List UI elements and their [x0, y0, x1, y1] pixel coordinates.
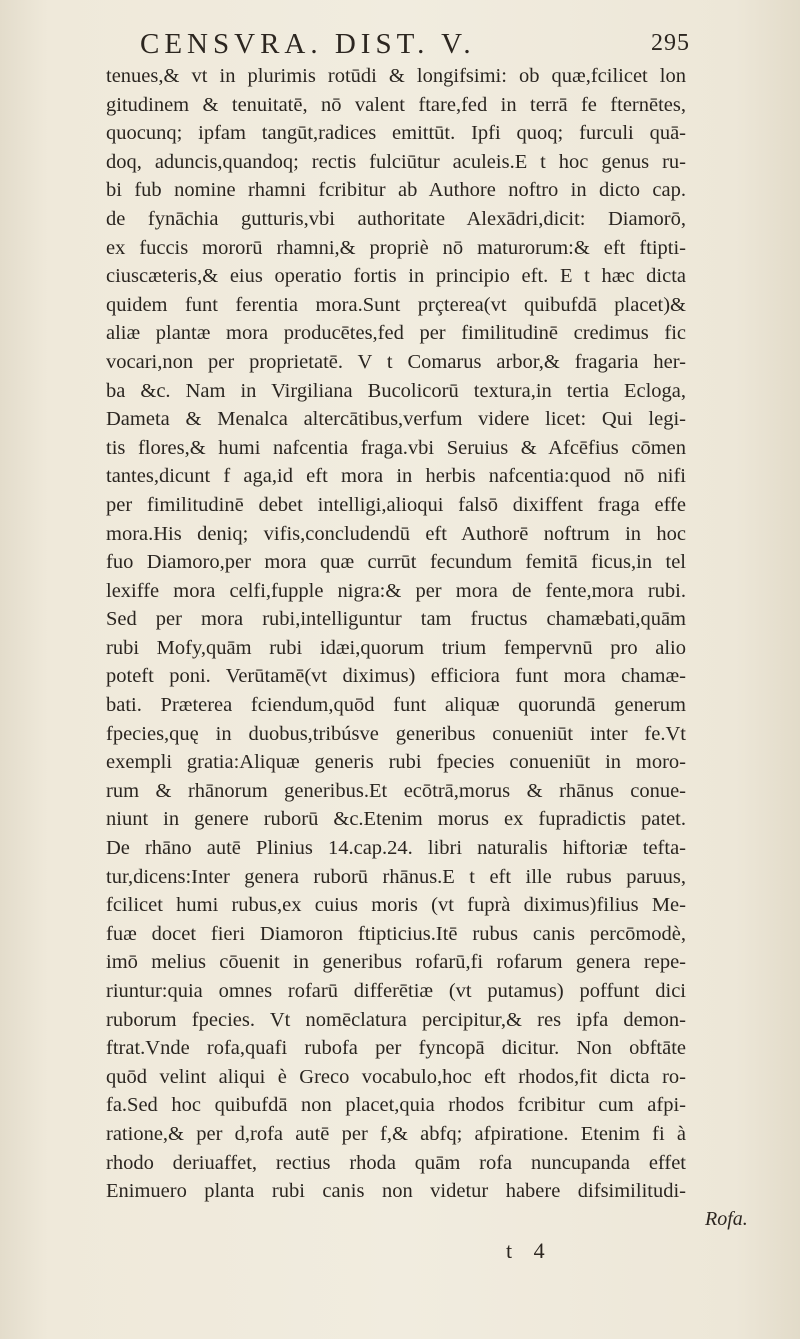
- page-number: 295: [651, 30, 690, 56]
- text-line: tantes,dicunt f aga,id eft mora in herbis nafcentia:quod nō nifi: [106, 465, 686, 488]
- text-line: quocunq; ipfam tangūt,radices emittūt. Ipfi quoq; furculi quā-: [106, 122, 686, 145]
- text-line: ba &c. Nam in Virgiliana Bucolicorū textura,in tertia Ecloga,: [106, 379, 686, 402]
- text-line: riuntur:quia omnes rofarū differētiæ (vt putamus) poffunt dici: [106, 980, 686, 1002]
- text-line: poteft poni. Verūtamē(vt diximus) efficiora funt mora chamæ-: [106, 665, 686, 688]
- text-line: aliæ plantæ mora producētes,fed per fimilitudinē credimus fic: [106, 322, 686, 345]
- text-line: mora.His deniq; vifis,concludendū eft Authorē noftrum in hoc: [106, 522, 686, 545]
- text-line: tenues,& vt in plurimis rotūdi & longifsimi: ob quæ,fcilicet lon: [106, 65, 686, 87]
- margin-note: Rofa.: [705, 1208, 748, 1230]
- text-line: fa.Sed hoc quibufdā non placet,quia rhodos fcribitur cum afpi-: [106, 1094, 686, 1117]
- text-line: exempli gratia:Aliquæ generis rubi fpecies conueniūt in moro-: [106, 751, 686, 774]
- text-line: quōd velint aliqui è Greco vocabulo,hoc eft rhodos,fit dicta ro-: [106, 1065, 686, 1088]
- text-line: fuo Diamoro,per mora quæ currūt fecundum femitā ficus,in tel: [106, 551, 686, 574]
- text-line: vocari,non per proprietatē. V t Comarus arbor,& fragaria her-: [106, 350, 686, 373]
- text-line: De rhāno autē Plinius 14.cap.24. libri naturalis hiftoriæ tefta-: [106, 837, 686, 860]
- text-line: Dameta & Menalca altercātibus,verfum videre licet: Qui legi-: [106, 408, 686, 431]
- text-line: bati. Præterea fciendum,quōd funt aliquæ quorundā generum: [106, 694, 686, 717]
- text-line: Sed per mora rubi,intelliguntur tam fructus chamæbati,quām: [106, 608, 686, 631]
- text-line: ciuscæteris,& eius operatio fortis in principio eft. E t hæc dicta: [106, 265, 686, 288]
- text-line: ftrat.Vnde rofa,quafi rubofa per fyncopā dicitur. Non obftāte: [106, 1037, 686, 1060]
- header-title: CENSVRA. DIST. V.: [140, 28, 476, 60]
- body-text: [106, 62, 686, 1206]
- text-line: quidem funt ferentia mora.Sunt prçterea(vt quibufdā placet)&: [106, 293, 686, 316]
- text-line: ex fuccis mororū rhamni,& propriè nō maturorum:& eft ftipti-: [106, 236, 686, 259]
- text-line: per fimilitudinē debet intelligi,alioqui falsō dixiffent fraga effe: [106, 493, 686, 516]
- text-line: tur,dicens:Inter genera ruborū rhānus.E t eft ille rubus paruus,: [106, 865, 686, 888]
- text-line: fpecies,quę in duobus,tribúsve generibus conueniūt inter fe.Vt: [106, 722, 686, 745]
- text-line: bi fub nomine rhamni fcribitur ab Authore noftro in dicto cap.: [106, 179, 686, 202]
- text-line: de fynāchia gutturis,vbi authoritate Alexādri,dicit: Diamorō,: [106, 207, 686, 230]
- signature-mark: t 4: [506, 1238, 553, 1263]
- text-line: Enimuero planta rubi canis non videtur habere difsimilitudi-: [106, 1180, 686, 1203]
- text-line: fuæ docet fieri Diamoron ftipticius.Itē rubus canis percōmodè,: [106, 922, 686, 945]
- text-line: gitudinem & tenuitatē, nō valent ftare,fed in terrā fe fternētes,: [106, 93, 686, 116]
- text-line: lexiffe mora celfi,fupple nigra:& per mora de fente,mora rubi.: [106, 579, 686, 602]
- text-line: ratione,& per d,rofa autē per f,& abfq; afpiratione. Etenim fi à: [106, 1122, 686, 1145]
- text-line: rum & rhānorum generibus.Et ecōtrā,morus & rhānus conue-: [106, 779, 686, 802]
- text-line: ruborum fpecies. Vt nomēclatura percipitur,& res ipfa demon-: [106, 1008, 686, 1031]
- text-line: tis flores,& humi nafcentia fraga.vbi Seruius & Afcēfius cōmen: [106, 436, 686, 459]
- text-line: rhodo deriuaffet, rectius rhoda quām rofa nuncupanda effet: [106, 1151, 686, 1174]
- text-line: niunt in genere ruborū &c.Etenim morus ex fupradictis patet.: [106, 808, 686, 831]
- text-line: fcilicet humi rubus,ex cuius moris (vt fuprà diximus)filius Me-: [106, 894, 686, 917]
- text-line: doq, aduncis,quandoq; rectis fulciūtur aculeis.E t hoc genus ru-: [106, 150, 686, 173]
- text-line: imō melius cōuenit in generibus rofarū,fi rofarum genera repe-: [106, 951, 686, 974]
- text-line: rubi Mofy,quām rubi idæi,quorum trium fempervnū pro alio: [106, 636, 686, 659]
